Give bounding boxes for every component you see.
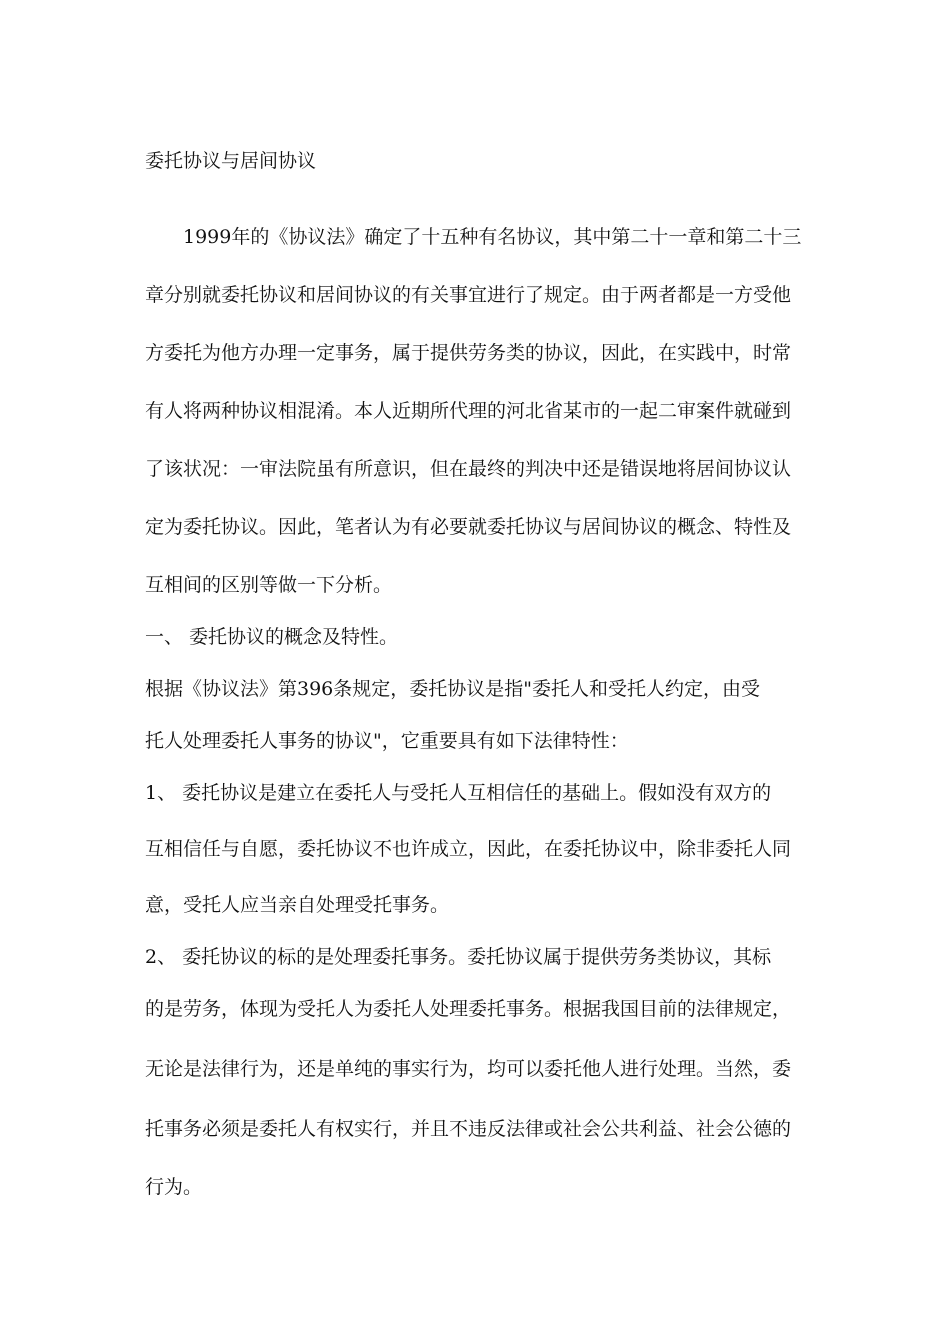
text-line: 1999年的《协议法》确定了十五种有名协议，其中第二十一章和第二十三: [183, 226, 802, 248]
text-line: 定为委托协议。因此，笔者认为有必要就委托协议与居间协议的概念、特性及: [145, 516, 792, 538]
text-line: 无论是法律行为，还是单纯的事实行为，均可以委托他人进行处理。当然，委: [145, 1058, 792, 1080]
document-title: 委托协议与居间协议: [145, 150, 317, 172]
text-line: 意，受托人应当亲自处理受托事务。: [145, 894, 450, 916]
text-line: 根据《协议法》第396条规定，委托协议是指"委托人和受托人约定，由受: [145, 678, 761, 700]
text-line: 互相间的区别等做一下分析。: [145, 574, 393, 596]
text-line: 了该状况：一审法院虽有所意识，但在最终的判决中还是错误地将居间协议认: [145, 458, 792, 480]
section-heading: 一、 委托协议的概念及特性。: [145, 626, 399, 648]
text-line: 行为。: [145, 1176, 203, 1198]
text-line: 互相信任与自愿，委托协议不也许成立，因此，在委托协议中，除非委托人同: [145, 838, 792, 860]
text-line: 托人处理委托人事务的协议"，它重要具有如下法律特性：: [145, 730, 629, 752]
list-item-2: 2、 委托协议的标的是处理委托事务。委托协议属于提供劳务类协议，其标: [145, 946, 772, 968]
text-line: 章分别就委托协议和居间协议的有关事宜进行了规定。由于两者都是一方受他: [145, 284, 792, 306]
text-line: 有人将两种协议相混淆。本人近期所代理的河北省某市的一起二审案件就碰到: [145, 400, 792, 422]
list-item-1: 1、 委托协议是建立在委托人与受托人互相信任的基础上。假如没有双方的: [145, 782, 772, 804]
text-line: 的是劳务，体现为受托人为委托人处理委托事务。根据我国目前的法律规定，: [145, 998, 792, 1020]
text-line: 方委托为他方办理一定事务，属于提供劳务类的协议，因此，在实践中，时常: [145, 342, 792, 364]
text-line: 托事务必须是委托人有权实行，并且不违反法律或社会公共利益、社会公德的: [145, 1118, 792, 1140]
